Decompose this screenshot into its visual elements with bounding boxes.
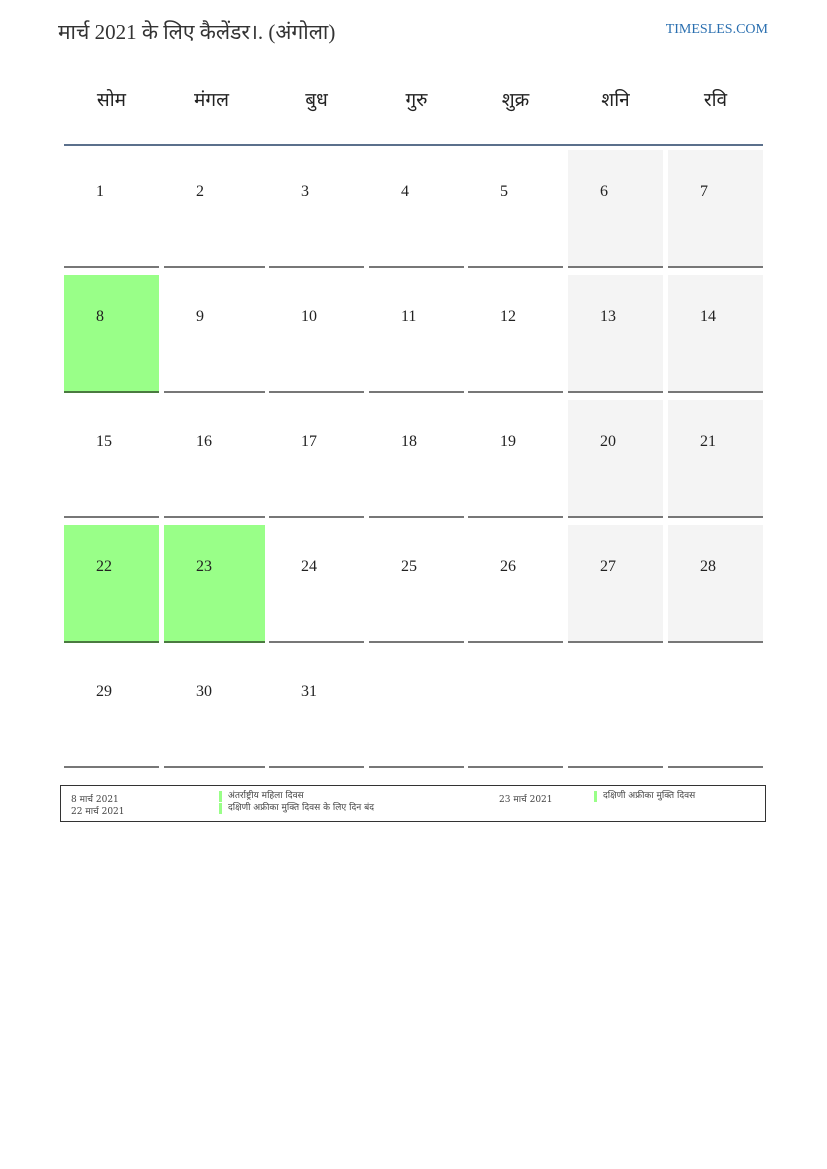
legend-date: 8 मार्च 2021 [71, 795, 119, 805]
weekday-thu: गुरु [405, 89, 428, 111]
day-cell[interactable] [164, 650, 265, 768]
day-number: 29 [96, 683, 112, 700]
empty-day-cell [568, 650, 663, 768]
empty-day-cell [468, 650, 563, 768]
day-number: 22 [96, 558, 112, 575]
day-cell[interactable] [164, 525, 265, 643]
day-cell[interactable] [568, 400, 663, 518]
day-cell[interactable] [668, 275, 763, 393]
holiday-legend [60, 785, 766, 822]
day-number: 31 [301, 683, 317, 700]
day-cell[interactable] [269, 275, 364, 393]
day-cell[interactable] [269, 400, 364, 518]
weekday-sun: रवि [703, 89, 728, 111]
day-number: 17 [301, 433, 317, 450]
weekday-wed: बुध [305, 89, 328, 111]
day-cell[interactable] [64, 400, 159, 518]
day-cell[interactable] [468, 400, 563, 518]
day-cell[interactable] [164, 150, 265, 268]
day-number: 14 [700, 308, 716, 325]
weekday-mon: सोम [96, 89, 127, 111]
day-number: 2 [196, 183, 204, 200]
day-cell[interactable] [668, 400, 763, 518]
day-number: 19 [500, 433, 516, 450]
day-number: 9 [196, 308, 204, 325]
day-cell[interactable] [468, 150, 563, 268]
day-number: 3 [301, 183, 309, 200]
day-cell[interactable] [269, 525, 364, 643]
day-number: 8 [96, 308, 104, 325]
day-cell[interactable] [668, 525, 763, 643]
day-number: 5 [500, 183, 508, 200]
legend-text: दक्षिणी अफ्रीका मुक्ति दिवस [594, 791, 695, 802]
day-cell[interactable] [64, 275, 159, 393]
day-number: 28 [700, 558, 716, 575]
day-number: 24 [301, 558, 317, 575]
day-number: 12 [500, 308, 516, 325]
site-link[interactable]: TIMESLES.COM [665, 22, 768, 37]
day-number: 23 [196, 558, 212, 575]
legend-text: अंतर्राष्ट्रीय महिला दिवस [219, 791, 304, 802]
day-number: 27 [600, 558, 616, 575]
day-cell[interactable] [568, 525, 663, 643]
day-cell[interactable] [164, 400, 265, 518]
day-cell[interactable] [64, 150, 159, 268]
day-number: 1 [96, 183, 104, 200]
day-cell[interactable] [568, 150, 663, 268]
day-number: 4 [401, 183, 409, 200]
page-title: मार्च 2021 के लिए कैलेंडर।. (अंगोला) [58, 20, 336, 44]
day-cell[interactable] [64, 525, 159, 643]
day-number: 25 [401, 558, 417, 575]
day-number: 11 [401, 308, 417, 325]
day-cell[interactable] [164, 275, 265, 393]
day-number: 6 [600, 183, 608, 200]
day-cell[interactable] [468, 525, 563, 643]
day-cell[interactable] [369, 150, 464, 268]
empty-day-cell [668, 650, 763, 768]
day-cell[interactable] [468, 275, 563, 393]
day-cell[interactable] [269, 150, 364, 268]
day-number: 15 [96, 433, 112, 450]
day-cell[interactable] [568, 275, 663, 393]
day-number: 10 [301, 308, 317, 325]
day-number: 16 [196, 433, 212, 450]
day-number: 13 [600, 308, 616, 325]
day-number: 30 [196, 683, 212, 700]
legend-text: दक्षिणी अफ्रीका मुक्ति दिवस के लिए दिन बंद [219, 803, 374, 814]
day-cell[interactable] [269, 650, 364, 768]
day-cell[interactable] [668, 150, 763, 268]
weekday-fri: शुक्र [501, 89, 530, 111]
day-number: 7 [700, 183, 708, 200]
empty-day-cell [369, 650, 464, 768]
legend-date: 23 मार्च 2021 [499, 795, 553, 805]
day-number: 26 [500, 558, 516, 575]
weekday-sat: शनि [601, 89, 630, 111]
day-cell[interactable] [369, 525, 464, 643]
day-cell[interactable] [369, 275, 464, 393]
weekday-tue: मंगल [194, 89, 229, 111]
day-number: 18 [401, 433, 417, 450]
day-cell[interactable] [369, 400, 464, 518]
weekday-header [64, 86, 763, 146]
day-cell[interactable] [64, 650, 159, 768]
legend-date: 22 मार्च 2021 [71, 807, 125, 817]
day-number: 21 [700, 433, 716, 450]
day-number: 20 [600, 433, 616, 450]
